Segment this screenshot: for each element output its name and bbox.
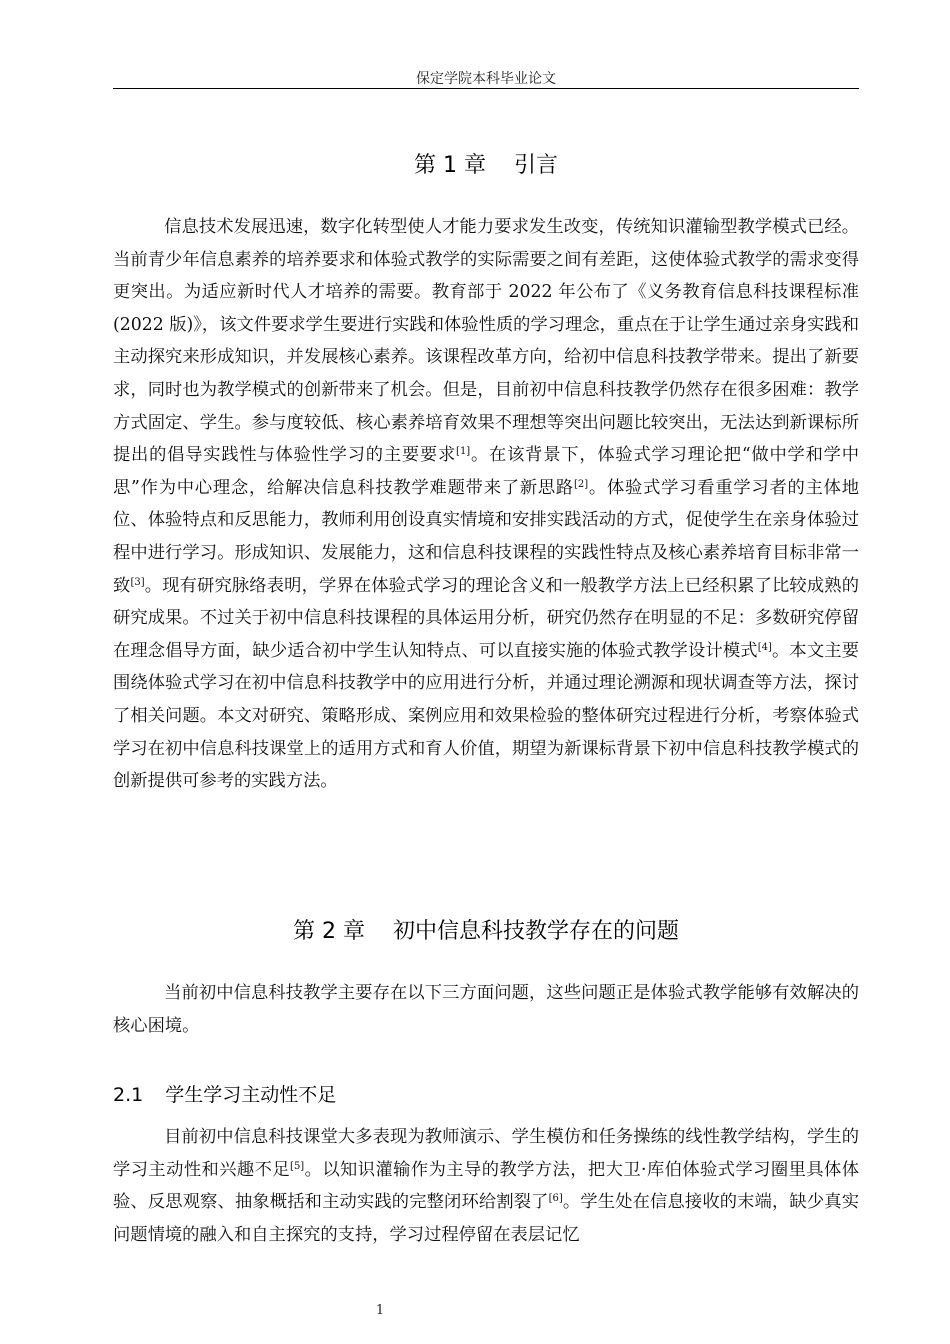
citation: [6] xyxy=(548,1193,563,1205)
section-title: 学生学习主动性不足 xyxy=(165,1084,337,1106)
chapter-2-number: 第 2 章 xyxy=(293,919,365,944)
chapter-1-title: 引言 xyxy=(513,153,558,178)
chapter-2-title: 初中信息科技教学存在的问题 xyxy=(392,919,679,944)
page-number: 1 xyxy=(375,1303,385,1318)
citation: [2] xyxy=(573,478,589,490)
section-number: 2.1 xyxy=(113,1084,144,1106)
chapter-2-intro: 当前初中信息科技教学主要存在以下三方面问题，这些问题正是体验式教学能够有效解决的核心困境。 xyxy=(113,983,859,1036)
running-header: 保定学院本科毕业论文 xyxy=(416,71,556,87)
citation: [3] xyxy=(130,576,145,588)
citation: [5] xyxy=(290,1160,305,1172)
citation: [4] xyxy=(757,641,772,653)
header-rule xyxy=(113,88,859,89)
section-2-1-heading xyxy=(113,1080,336,1107)
chapter-2-heading xyxy=(113,914,859,945)
chapter-1-number: 第 1 章 xyxy=(414,153,486,178)
section-2-1-paragraph: 目前初中信息科技课堂大多表现为教师演示、学生模仿和任务操练的线性教学结构，学生的学习主动性和兴趣不足[5]。以知识灌输作为主导的教学方法，把大卫·库伯体验式学习圈里具体体验、反思观察、抽象概括和主动实践的完整闭环给割裂了[6]。学生处在信息接收的末端，缺少真实问题情境的融入和自主探究的支持，学习过程停留在表层记忆 xyxy=(113,1127,859,1245)
chapter-1-heading xyxy=(113,148,859,179)
citation: [1] xyxy=(456,446,471,458)
chapter-1-paragraph: 信息技术发展迅速，数字化转型使人才能力要求发生改变，传统知识灌输型教学模式已经。当前青少年信息素养的培养要求和体验式教学的实际需要之间有差距，这使体验式教学的需求变得更突出。为适应新时代人才培养的需要。教育部于 2022 年公布了《义务教育信息科技课程标准(2022 版)》，该文件要求学生要进行实践和体验性质的学习理念，重点在于让学生通过亲身实践和主动探究来形成知识，并发展核心素养。该课程改革方向，给初中信息科技教学带来。提出了新要求，同时也为教学模式的创新带来了机会。但是，目前初中信息科技教学仍然存在很多困难：教学方式固定、学生。参与度较低、核心素养培育效果不理想等突出问题比较突出，无法达到新课标所提出的倡导实践性与体验性学习的主要要求[1]。在该背景下，体验式学习理论把“做中学和学中思”作为中心理念，给解决信息科技教学难题带来了新思路[2]。体验式学习看重学习者的主体地位、体验特点和反思能力，教师利用创设真实情境和安排实践活动的方式，促使学生在亲身体验过程中进行学习。形成知识、发展能力，这和信息科技课程的实践性特点及核心素养培育目标非常一致[3]。现有研究脉络表明，学界在体验式学习的理论含义和一般教学方法上已经积累了比较成熟的研究成果。不过关于初中信息科技课程的具体运用分析，研究仍然存在明显的不足：多数研究停留在理念倡导方面，缺少适合初中学生认知特点、可以直接实施的体验式教学设计模式[4]。本文主要围绕体验式学习在初中信息科技教学中的应用进行分析，并通过理论溯源和现状调查等方法，探讨了相关问题。本文对研究、策略形成、案例应用和效果检验的整体研究过程进行分析，考察体验式学习在初中信息科技课堂上的适用方式和育人价值，期望为新课标背景下初中信息科技教学模式的创新提供可参考的实践方法。 xyxy=(113,217,859,792)
